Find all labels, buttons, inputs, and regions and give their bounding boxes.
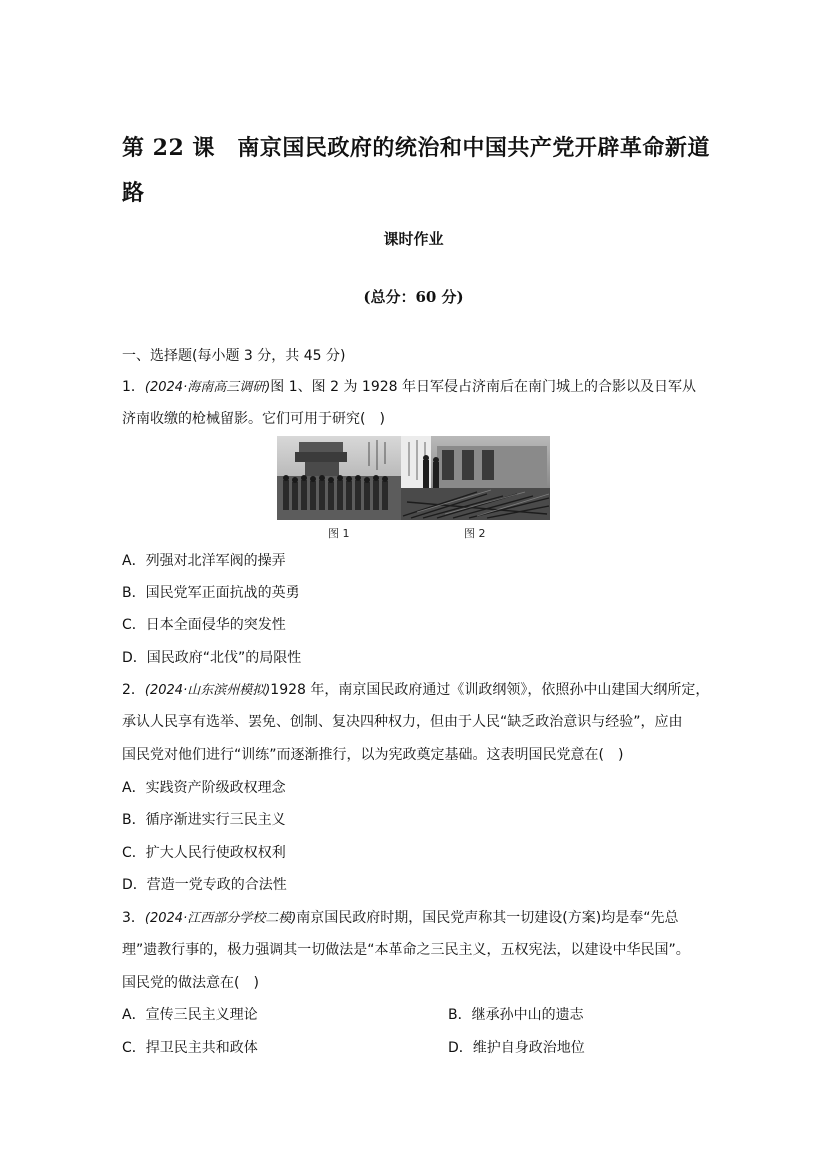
question-3-line-1 bbox=[122, 907, 678, 927]
lesson-title: 第 22 课 南京国民政府的统治和中国共产党开辟革命新道路 bbox=[122, 135, 710, 206]
question-1-option-d: D．国民政府“北伐”的局限性 bbox=[122, 650, 302, 666]
question-3-option-b: B．继承孙中山的遗志 bbox=[448, 1007, 584, 1023]
question-2-option-a: A．实践资产阶级政权理念 bbox=[122, 780, 286, 796]
question-2-option-c: C．扩大人民行使政权权利 bbox=[122, 845, 286, 861]
question-1-option-a: A．列强对北洋军阀的操弄 bbox=[122, 553, 286, 569]
question-3-option-c: C．捍卫民主共和政体 bbox=[122, 1040, 258, 1056]
question-3-line-3: 国民党的做法意在( ) bbox=[122, 975, 259, 991]
question-3-line-2: 理”遗教行事的，极力强调其一切做法是“本革命之三民主义，五权宪法，以建设中华民国”。 bbox=[122, 942, 690, 958]
historical-photos-image bbox=[277, 436, 550, 520]
question-1-source: (2024·海南高三调研) bbox=[144, 380, 271, 395]
question-1-figure bbox=[277, 436, 550, 520]
section-heading: 一、选择题(每小题 3 分，共 45 分) bbox=[122, 348, 346, 364]
figure-2-caption: 图 2 bbox=[464, 527, 486, 540]
question-1-option-b: B．国民党军正面抗战的英勇 bbox=[122, 585, 300, 601]
question-3-number: 3． bbox=[122, 910, 145, 926]
question-3-source: (2024·江西部分学校二模) bbox=[144, 911, 297, 926]
question-2-line-2: 承认人民享有选举、罢免、创制、复决四种权力，但由于人民“缺乏政治意识与经验”，应由 bbox=[122, 714, 683, 730]
question-2-text-1: 1928 年，南京国民政府通过《训政纲领》，依照孙中山建国大纲所定， bbox=[270, 682, 710, 698]
question-2-option-b: B．循序渐进实行三民主义 bbox=[122, 812, 286, 828]
question-1-option-c: C．日本全面侵华的突发性 bbox=[122, 617, 286, 633]
photo-2-seized-weapons bbox=[401, 436, 550, 520]
question-1-text-1: 图 1、图 2 为 1928 年日军侵占济南后在南门城上的合影以及日军从 bbox=[270, 379, 696, 395]
question-1-number: 1． bbox=[122, 379, 145, 395]
question-2-line-3: 国民党对他们进行“训练”而逐渐推行，以为宪政奠定基础。这表明国民党意在( ) bbox=[122, 747, 624, 763]
question-2-line-1 bbox=[122, 679, 709, 699]
question-2-number: 2． bbox=[122, 682, 145, 698]
photo-1-soldiers-on-city-gate bbox=[277, 436, 401, 520]
question-3-option-a: A．宣传三民主义理论 bbox=[122, 1007, 258, 1023]
question-2-source: (2024·山东滨州模拟) bbox=[144, 683, 271, 698]
figure-1-caption: 图 1 bbox=[328, 527, 350, 540]
question-3-option-d: D．维护自身政治地位 bbox=[448, 1040, 585, 1056]
question-1-line-2: 济南收缴的枪械留影。它们可用于研究( ) bbox=[122, 411, 385, 427]
question-1-line-1 bbox=[122, 376, 696, 396]
total-score: (总分：60 分) bbox=[363, 288, 464, 306]
homework-subtitle: 课时作业 bbox=[383, 230, 444, 248]
question-2-option-d: D．营造一党专政的合法性 bbox=[122, 877, 287, 893]
question-3-text-1: 南京国民政府时期，国民党声称其一切建设(方案)均是奉“先总 bbox=[296, 910, 679, 926]
